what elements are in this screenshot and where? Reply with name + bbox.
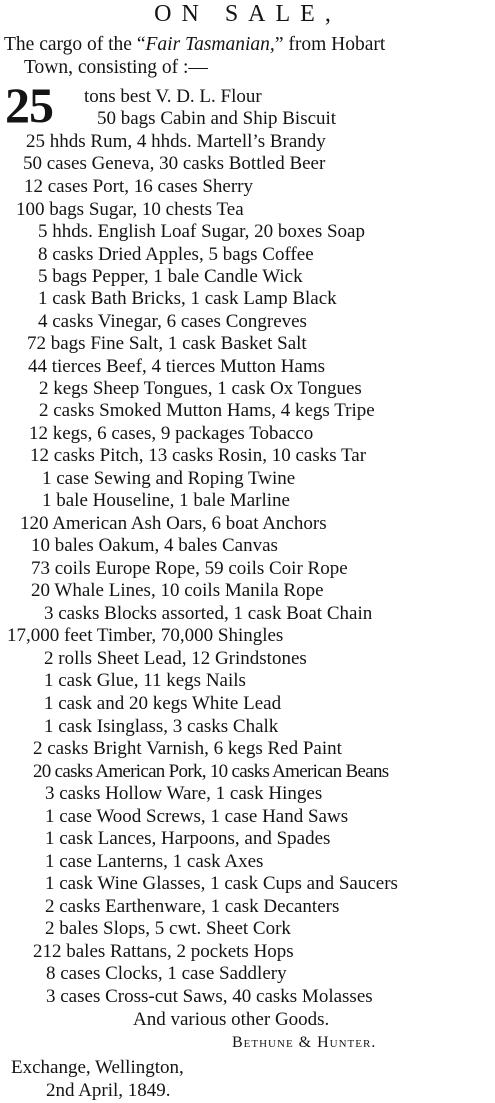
date-line: 2nd April, 1849. — [46, 1080, 171, 1101]
intro-line-1 — [4, 33, 385, 56]
item-line: 1 cask Lances, Harpoons, and Spades — [45, 828, 331, 849]
item-line: 120 American Ash Oars, 6 boat Anchors — [20, 513, 327, 534]
ship-name: Fair Tasmanian, — [145, 34, 275, 55]
intro-suffix: ” from Hobart — [274, 34, 386, 55]
item-line: 2 bales Slops, 5 cwt. Sheet Cork — [45, 918, 291, 939]
item-line: 1 cask Isinglass, 3 casks Chalk — [44, 716, 279, 737]
item-line: 12 kegs, 6 cases, 9 packages Tobacco — [29, 423, 314, 444]
item-line: 5 bags Pepper, 1 bale Candle Wick — [38, 266, 303, 287]
item-line: 12 cases Port, 16 cases Sherry — [24, 176, 254, 197]
intro-prefix: The cargo of the “ — [4, 34, 146, 55]
closing-line: And various other Goods. — [133, 1009, 330, 1030]
item-line: 73 coils Europe Rope, 59 coils Coir Rope — [31, 558, 348, 579]
item-line: 1 case Sewing and Roping Twine — [42, 468, 296, 489]
item-line: 1 cask Wine Glasses, 1 cask Cups and Saucers — [45, 873, 398, 894]
item-line: 10 bales Oakum, 4 bales Canvas — [31, 535, 278, 556]
place-line: Exchange, Wellington, — [11, 1057, 184, 1078]
item-line: 212 bales Rattans, 2 pockets Hops — [33, 941, 294, 962]
item-line: 100 bags Sugar, 10 chests Tea — [16, 199, 244, 220]
item-line: 72 bags Fine Salt, 1 cask Basket Salt — [27, 333, 307, 354]
item-line: 1 cask and 20 kegs White Lead — [44, 693, 282, 714]
item-line: 20 Whale Lines, 10 coils Manila Rope — [31, 580, 324, 601]
item-line: 44 tierces Beef, 4 tierces Mutton Hams — [28, 356, 326, 377]
heading: ON SALE, — [154, 1, 341, 27]
item-line: 17,000 feet Timber, 70,000 Shingles — [7, 625, 284, 646]
item-line: 4 casks Vinegar, 6 cases Congreves — [38, 311, 307, 332]
item-line: 1 case Wood Screws, 1 case Hand Saws — [45, 806, 349, 827]
item-line: 5 hhds. English Loaf Sugar, 20 boxes Soap — [38, 221, 365, 242]
item-line: 1 cask Bath Bricks, 1 cask Lamp Black — [38, 288, 337, 309]
signature: Bethune & Hunter. — [232, 1034, 377, 1051]
item-line: 50 cases Geneva, 30 casks Bottled Beer — [23, 153, 326, 174]
item-line: 3 cases Cross-cut Saws, 40 casks Molasses — [46, 986, 373, 1007]
first-item-quantity: 25 — [5, 77, 53, 133]
item-line: 2 casks Bright Varnish, 6 kegs Red Paint — [33, 738, 342, 759]
item-line: 2 rolls Sheet Lead, 12 Grindstones — [44, 648, 307, 669]
item-line: 2 kegs Sheep Tongues, 1 cask Ox Tongues — [39, 378, 362, 399]
item-line: 2 casks Earthenware, 1 cask Decanters — [45, 896, 340, 917]
item-line: 3 casks Blocks assorted, 1 cask Boat Chain — [44, 603, 373, 624]
item-line: 3 casks Hollow Ware, 1 cask Hinges — [45, 783, 323, 804]
first-item-text-1: tons best V. D. L. Flour — [84, 86, 262, 107]
item-line: 1 bale Houseline, 1 bale Marline — [42, 490, 290, 511]
item-line: 8 cases Clocks, 1 case Saddlery — [46, 963, 287, 984]
item-line: 20 casks American Pork, 10 casks American Beans — [33, 761, 389, 782]
first-item-text-2: 50 bags Cabin and Ship Biscuit — [97, 108, 337, 129]
item-line: 1 cask Glue, 11 kegs Nails — [44, 670, 246, 691]
item-line: 2 casks Smoked Mutton Hams, 4 kegs Tripe — [39, 400, 375, 421]
item-line: 1 case Lanterns, 1 cask Axes — [45, 851, 264, 872]
item-line: 12 casks Pitch, 13 casks Rosin, 10 casks Tar — [30, 445, 367, 466]
intro-line-2: Town, consisting of :— — [24, 57, 208, 78]
item-line: 25 hhds Rum, 4 hhds. Martell’s Brandy — [26, 131, 326, 152]
item-line: 8 casks Dried Apples, 5 bags Coffee — [38, 244, 314, 265]
